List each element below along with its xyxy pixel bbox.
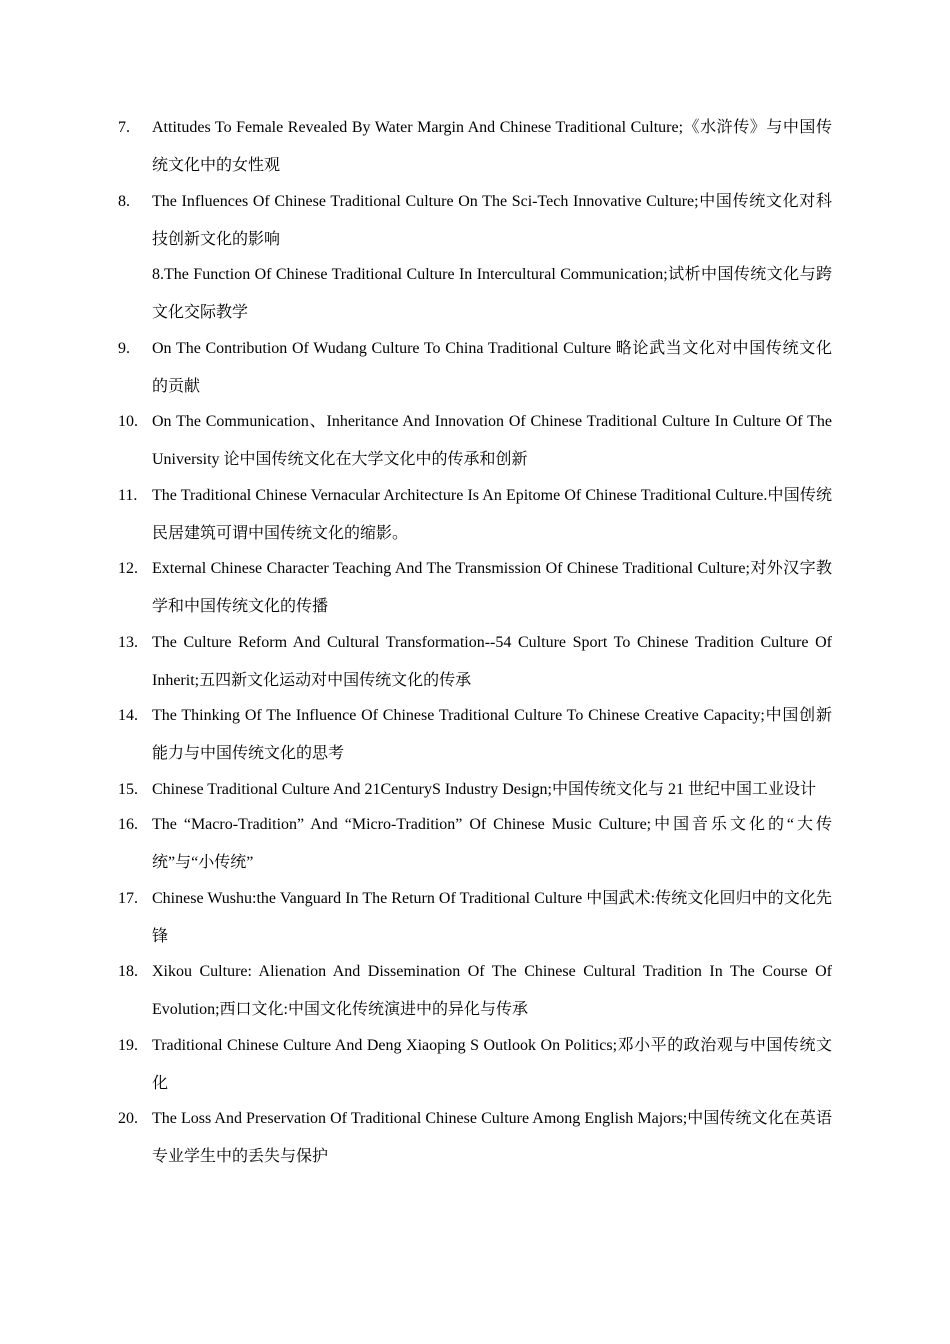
reference-list: [118, 109, 832, 1174]
item-number: 11.: [118, 486, 138, 504]
item-text: External Chinese Character Teaching And The Transmission Of Chinese Traditional Culture;对外汉字教学和中国传统文化的传播: [152, 560, 832, 615]
list-item: [118, 1027, 832, 1103]
list-item: [118, 403, 832, 479]
list-item: [118, 256, 832, 332]
item-number: 16.: [118, 816, 138, 833]
list-item: [118, 697, 832, 773]
list-item: [118, 806, 832, 882]
item-text: The Culture Reform And Cultural Transformation--54 Culture Sport To Chinese Tradition Culture Of Inherit;五四新文化运动对中国传统文化的传承: [152, 633, 832, 689]
item-number: 10.: [118, 413, 138, 430]
item-text: The Thinking Of The Influence Of Chinese Traditional Culture To Chinese Creative Capacity;中国创新能力与中国传统文化的思考: [152, 707, 832, 762]
item-number: 13.: [118, 633, 138, 651]
item-number: 12.: [118, 560, 138, 577]
item-number: 18.: [118, 963, 138, 980]
list-item: [118, 550, 832, 626]
list-item: [118, 183, 832, 259]
item-number: 9.: [118, 339, 130, 357]
item-text: Traditional Chinese Culture And Deng Xiaoping S Outlook On Politics;邓小平的政治观与中国传统文化: [152, 1036, 832, 1092]
item-number: 15.: [118, 780, 138, 798]
item-text: The Loss And Preservation Of Traditional Chinese Culture Among English Majors;中国传统文化在英语专业学生中的丢失与保护: [152, 1110, 832, 1165]
item-number: 20.: [118, 1110, 138, 1127]
item-number: 7.: [118, 119, 130, 136]
list-item: [118, 109, 832, 185]
item-text: The Traditional Chinese Vernacular Architecture Is An Epitome Of Chinese Traditional Culture.中国传统民居建筑可谓中国传统文化的缩影。: [152, 486, 832, 542]
item-number: 14.: [118, 707, 138, 724]
item-text: Chinese Wushu:the Vanguard In The Return Of Traditional Culture 中国武术:传统文化回归中的文化先锋: [152, 889, 832, 945]
list-item: [118, 330, 832, 406]
item-text: Chinese Traditional Culture And 21CenturyS Industry Design;中国传统文化与 21 世纪中国工业设计: [152, 780, 816, 798]
item-text: Attitudes To Female Revealed By Water Margin And Chinese Traditional Culture;《水浒传》与中国传统文化中的女性观: [152, 119, 832, 174]
item-text: On The Contribution Of Wudang Culture To China Traditional Culture 略论武当文化对中国传统文化的贡献: [152, 339, 832, 395]
item-number: 19.: [118, 1036, 138, 1054]
item-text: On The Communication、Inheritance And Innovation Of Chinese Traditional Culture In Culture Of The University 论中国传统文化在大学文化中的传承和创新: [152, 413, 832, 468]
list-item: [118, 477, 832, 553]
item-number: 17.: [118, 889, 138, 907]
item-number: 8.: [118, 192, 130, 210]
item-text: The Influences Of Chinese Traditional Culture On The Sci-Tech Innovative Culture;中国传统文化对科技创新文化的影响: [152, 192, 832, 248]
list-item: [118, 1100, 832, 1176]
list-item: [118, 953, 832, 1029]
list-item: [118, 771, 832, 809]
item-text: The “Macro-Tradition” And “Micro-Tradition” Of Chinese Music Culture;中国音乐文化的“大传统”与“小传统”: [152, 816, 832, 871]
item-text: Xikou Culture: Alienation And Dissemination Of The Chinese Cultural Tradition In The Course Of Evolution;西口文化:中国文化传统演进中的异化与传承: [152, 963, 832, 1018]
list-item: [118, 624, 832, 700]
item-text: 8.The Function Of Chinese Traditional Culture In Intercultural Communication;试析中国传统文化与跨文化交际教学: [152, 266, 832, 321]
list-item: [118, 880, 832, 956]
